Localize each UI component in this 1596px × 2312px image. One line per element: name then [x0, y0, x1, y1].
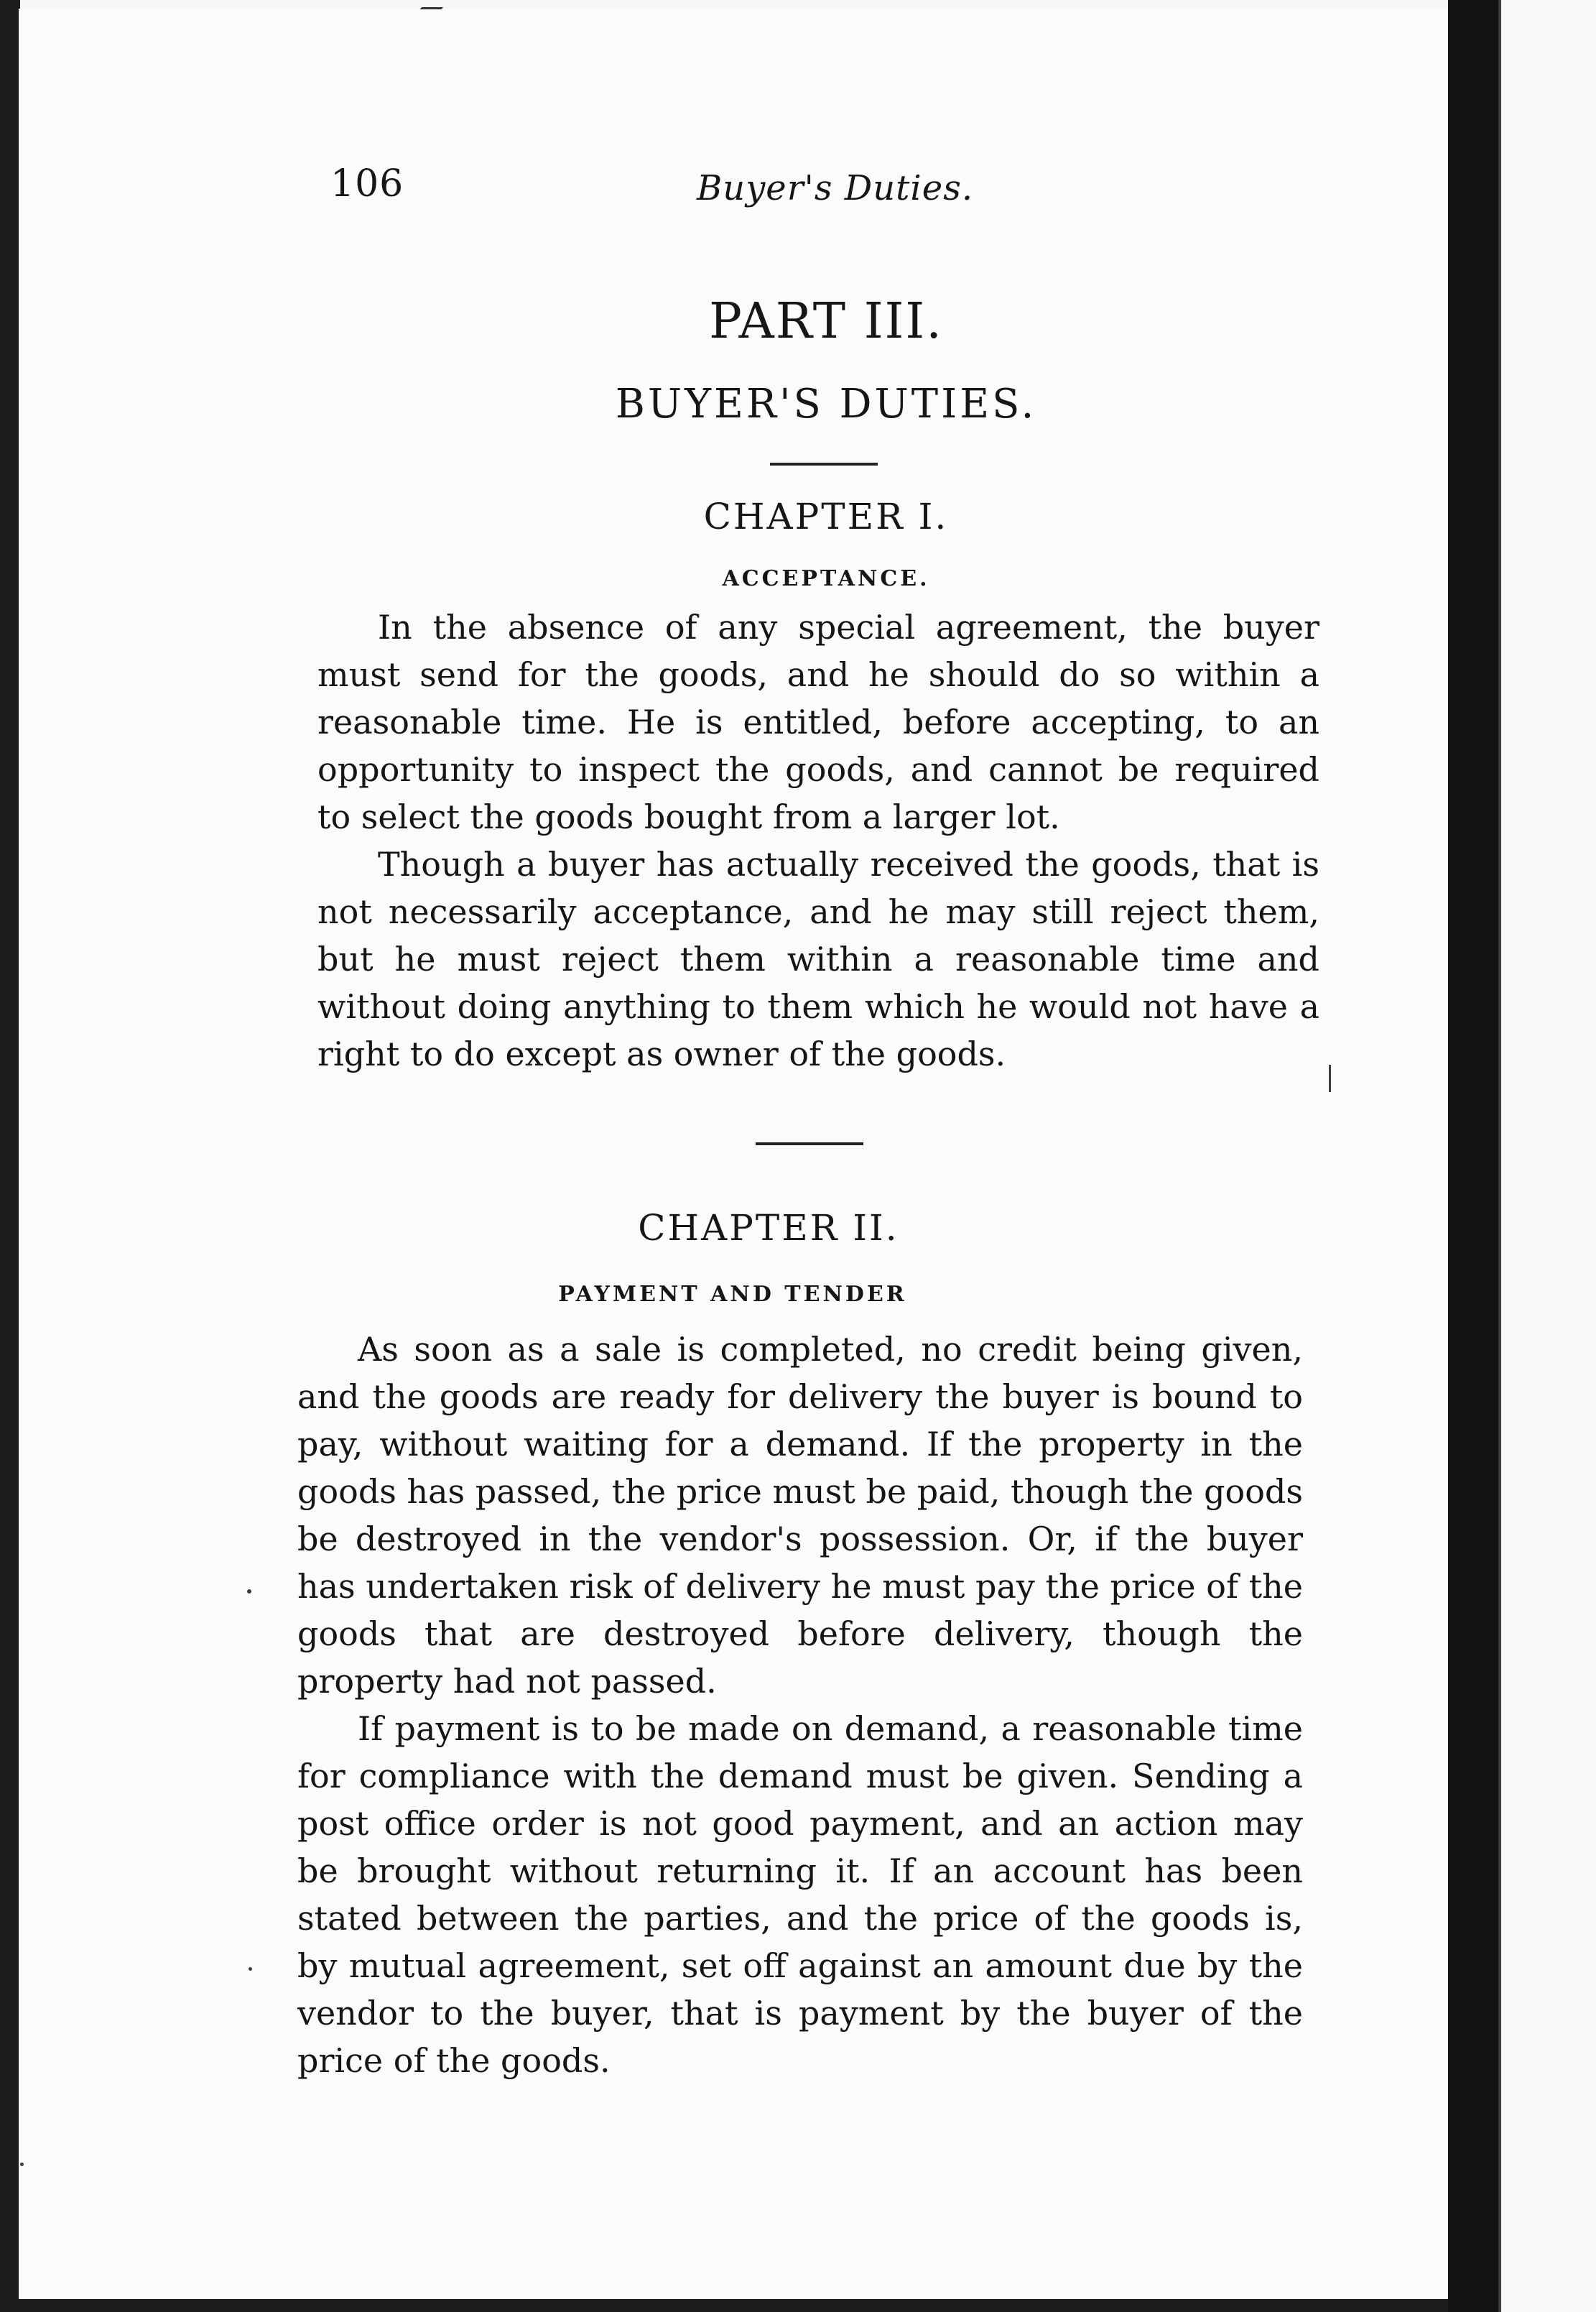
chapter-1-section-heading: ACCEPTANCE. — [722, 566, 930, 591]
page-bottom-edge — [0, 2299, 1448, 2312]
running-head: Buyer's Duties. — [697, 168, 974, 208]
chapter-divider-rule — [756, 1142, 863, 1145]
chapter-1-paragraph-1: In the absence of any special agreement, the buyer must send for the goods, and he should do so within a reasonable time. He is entitled, before accepting, to an opportunity to inspect the goods, and cannot be required to select the goods bought from a larger lot. — [317, 608, 1319, 836]
ink-speck — [20, 2163, 24, 2166]
chapter-2-paragraph-1: As soon as a sale is completed, no credit being given, and the goods are ready for delivery the buyer is bound to pay, without waiting for a demand. If the property in the goods has passed, the price must be paid, though the goods be destroyed in the vendor's possession. Or, if the buyer has undertaken risk of delivery he must pay the price of the goods that are destroyed before delivery, though the property had not passed. — [297, 1330, 1303, 1701]
part-subtitle: BUYER'S DUTIES. — [615, 381, 1037, 427]
chapter-2-body — [297, 1326, 1303, 2084]
ink-speck — [1329, 1065, 1331, 1092]
section-divider-rule — [770, 463, 878, 466]
chapter-1-paragraph-2: Though a buyer has actually received the goods, that is not necessarily acceptance, and he may still reject them, but he must reject them within a reasonable time and without doing anything to them which he would not have a right to do except as owner of the goods. — [317, 845, 1319, 1073]
chapter-1-body — [317, 604, 1319, 1078]
ink-speck — [249, 1967, 252, 1971]
part-title: PART III. — [709, 293, 943, 350]
chapter-2-section-heading: PAYMENT AND TENDER — [558, 1282, 907, 1307]
chapter-1-title: CHAPTER I. — [703, 496, 949, 537]
page-number: 106 — [330, 162, 404, 205]
chapter-2-title: CHAPTER II. — [638, 1207, 899, 1249]
page-header — [316, 162, 1034, 220]
chapter-2-paragraph-2: If payment is to be made on demand, a reasonable time for compliance with the demand must be given. Sending a post office order is not good payment, and an action may be brought without returning it. If an account has been stated between the parties, and the price of the goods is, by mutual agreement, set off against an amount due by the vendor to the buyer, that is payment by the buyer of the price of the goods. — [297, 1709, 1303, 2080]
ink-speck — [247, 1589, 251, 1594]
